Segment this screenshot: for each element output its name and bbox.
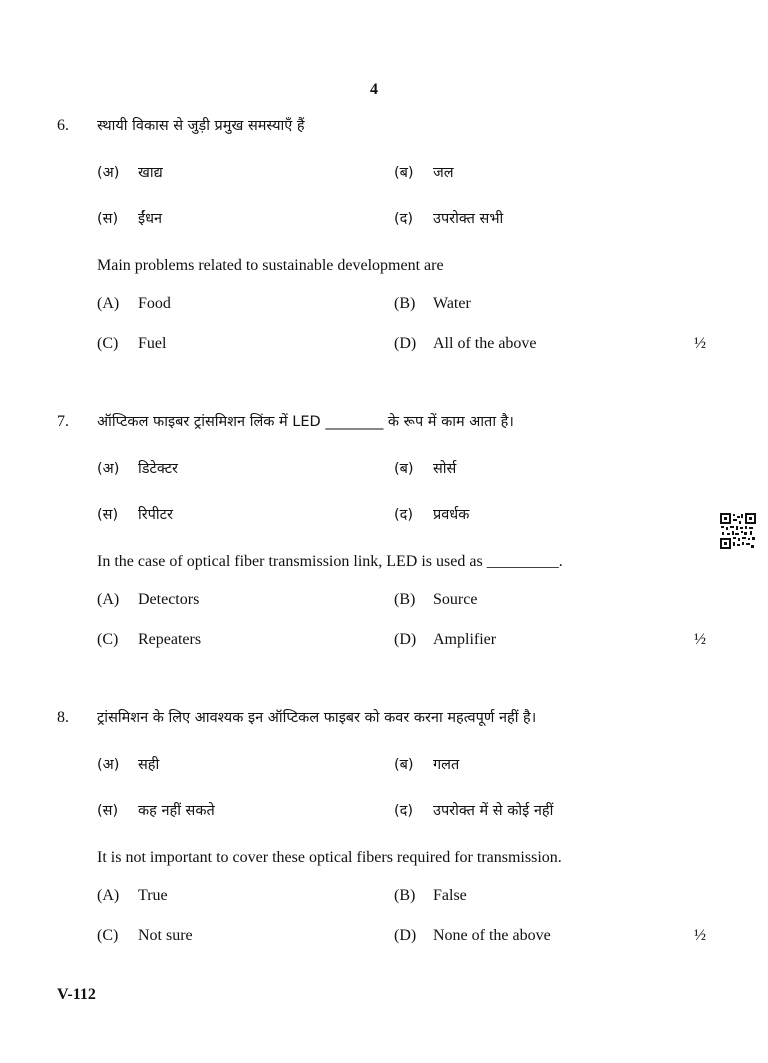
question-number: 7. — [57, 413, 69, 430]
option-label: (A) — [97, 295, 120, 312]
qr-code-icon — [720, 513, 756, 549]
option-label: (ब) — [394, 165, 414, 181]
option-text: Food — [138, 295, 171, 312]
option-label: (A) — [97, 591, 120, 608]
option-text: सही — [138, 757, 160, 773]
option-label: (C) — [97, 335, 119, 352]
option-text: None of the above — [433, 927, 551, 944]
option-label: (B) — [394, 295, 416, 312]
option-text: डिटेक्टर — [138, 461, 178, 477]
option-label: (B) — [394, 887, 416, 904]
question-number: 8. — [57, 709, 69, 726]
option-label: (द) — [394, 803, 414, 819]
option-text: Detectors — [138, 591, 200, 608]
option-label: (C) — [97, 631, 119, 648]
option-label: (D) — [394, 335, 417, 352]
option-label: (द) — [394, 211, 414, 227]
option-label: (D) — [394, 631, 417, 648]
option-text: ईंधन — [138, 211, 163, 227]
option-text: खाद्य — [138, 165, 163, 181]
option-label: (स) — [97, 803, 119, 819]
option-text: Amplifier — [433, 631, 497, 648]
option-text: जल — [433, 165, 454, 181]
option-label: (द) — [394, 507, 414, 523]
marks: ½ — [694, 631, 706, 648]
option-text: True — [138, 887, 168, 904]
hindi-question-text: स्थायी विकास से जुड़ी प्रमुख समस्याएँ हैं — [97, 118, 305, 134]
option-text: False — [433, 887, 467, 904]
option-label: (अ) — [97, 165, 120, 181]
footer-code: V-112 — [57, 986, 96, 1003]
option-label: (अ) — [97, 461, 120, 477]
option-text: रिपीटर — [138, 507, 173, 523]
option-text: सोर्स — [433, 461, 457, 477]
option-text: Source — [433, 591, 478, 608]
english-question-text: In the case of optical fiber transmission link, LED is used as _________. — [97, 553, 563, 570]
english-question-text: It is not important to cover these optical fibers required for transmission. — [97, 849, 562, 866]
page-number: 4 — [370, 81, 378, 98]
option-text: Repeaters — [138, 631, 202, 648]
option-label: (स) — [97, 507, 119, 523]
option-label: (D) — [394, 927, 417, 944]
option-text: प्रवर्धक — [433, 507, 470, 523]
question-number: 6. — [57, 117, 69, 134]
option-label: (A) — [97, 887, 120, 904]
option-text: Fuel — [138, 335, 167, 352]
option-text: गलत — [433, 757, 460, 773]
marks: ½ — [694, 927, 706, 944]
option-label: (ब) — [394, 461, 414, 477]
option-text: कह नहीं सकते — [138, 803, 215, 819]
option-label: (ब) — [394, 757, 414, 773]
marks: ½ — [694, 335, 706, 352]
option-label: (B) — [394, 591, 416, 608]
option-text: उपरोक्त सभी — [433, 211, 504, 227]
option-label: (स) — [97, 211, 119, 227]
option-text: उपरोक्त में से कोई नहीं — [433, 803, 554, 819]
english-question-text: Main problems related to sustainable development are — [97, 257, 444, 274]
option-label: (अ) — [97, 757, 120, 773]
option-text: All of the above — [433, 335, 537, 352]
option-label: (C) — [97, 927, 119, 944]
option-text: Not sure — [138, 927, 193, 944]
hindi-question-text: ऑप्टिकल फाइबर ट्रांसमिशन लिंक में LED ________ के रूप में काम आता है। — [97, 414, 514, 430]
hindi-question-text: ट्रांसमिशन के लिए आवश्यक इन ऑप्टिकल फाइबर को कवर करना महत्वपूर्ण नहीं है। — [97, 710, 537, 726]
option-text: Water — [433, 295, 471, 312]
